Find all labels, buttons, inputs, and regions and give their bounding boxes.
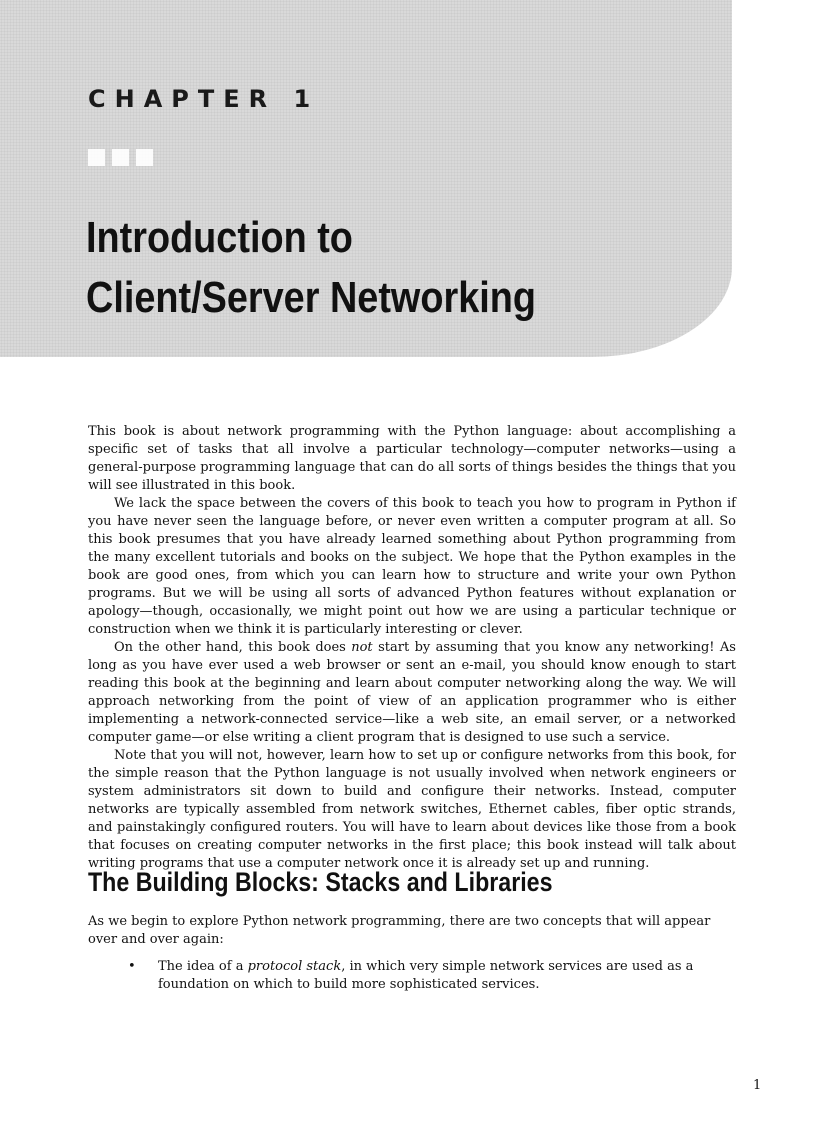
bullet-list bbox=[88, 958, 736, 994]
section-body bbox=[88, 913, 736, 994]
list-item bbox=[88, 958, 736, 994]
paragraph: Note that you will not, however, learn how to set up or configure networks from this book, for the simple reason that the Python language is not usually involved when network engineers or system administrators sit down to build and configure their networks. Instead, computer networks are typically assembled from network switches, Ethernet cables, fiber optic strands, and painstakingly configured routers. You will have to learn about devices like those from a book that focuses on creating computer networks in the first place; this book instead will talk about writing programs that use a computer network once it is already set up and running. bbox=[88, 748, 736, 871]
bullet-icon: • bbox=[128, 959, 136, 974]
bullet-text: The idea of a protocol stack, in which very simple network services are used as a foundation on which to build more sophisticated services. bbox=[158, 959, 694, 992]
chapter-title-line-1: Introduction to bbox=[86, 213, 353, 262]
chapter-body bbox=[88, 423, 736, 873]
ornament-square bbox=[112, 149, 129, 166]
paragraph: We lack the space between the covers of this book to teach you how to program in Python if you have never seen the language before, or never even written a computer program at all. So this book presumes that you have already learned something about Python programming from the many excellent tutorials and books on the subject. We hope that the Python examples in the book are good ones, from which you can learn how to structure and write your own Python programs. But we will be using all sorts of advanced Python features without explanation or apology—though, occasionally, we might point out how we are using a particular technique or construction when we think it is particularly interesting or clever. bbox=[88, 496, 736, 637]
paragraph: On the other hand, this book does not start by assuming that you know any networking! As long as you have ever used a web browser or sent an e-mail, you should know enough to start reading this book at the beginning and learn about computer networking along the way. We will approach networking from the point of view of an application programmer who is either implementing a network-connected service—like a web site, an email server, or a networked computer game—or else writing a client program that is designed to use such a service. bbox=[88, 640, 736, 745]
chapter-title-line-2: Client/Server Networking bbox=[86, 273, 537, 322]
paragraph: This book is about network programming with the Python language: about accomplishing a specific set of tasks that all involve a particular technology—computer networks—using a general-purpose programming language that can do all sorts of things besides the things that you will see illustrated in this book. bbox=[88, 424, 736, 493]
page-number: 1 bbox=[753, 1078, 762, 1093]
section-intro: As we begin to explore Python network programming, there are two concepts that will appear over and over again: bbox=[88, 914, 711, 947]
section-heading: The Building Blocks: Stacks and Libraries bbox=[88, 867, 553, 897]
chapter-banner bbox=[0, 0, 732, 357]
ornament-square bbox=[88, 149, 105, 166]
chapter-label: CHAPTER 1 bbox=[88, 85, 320, 113]
emphasis-not: not bbox=[351, 640, 373, 655]
emphasis-protocol-stack: protocol stack bbox=[247, 959, 342, 974]
chapter-ornament bbox=[88, 149, 153, 166]
ornament-square bbox=[136, 149, 153, 166]
chapter-title bbox=[86, 208, 536, 328]
